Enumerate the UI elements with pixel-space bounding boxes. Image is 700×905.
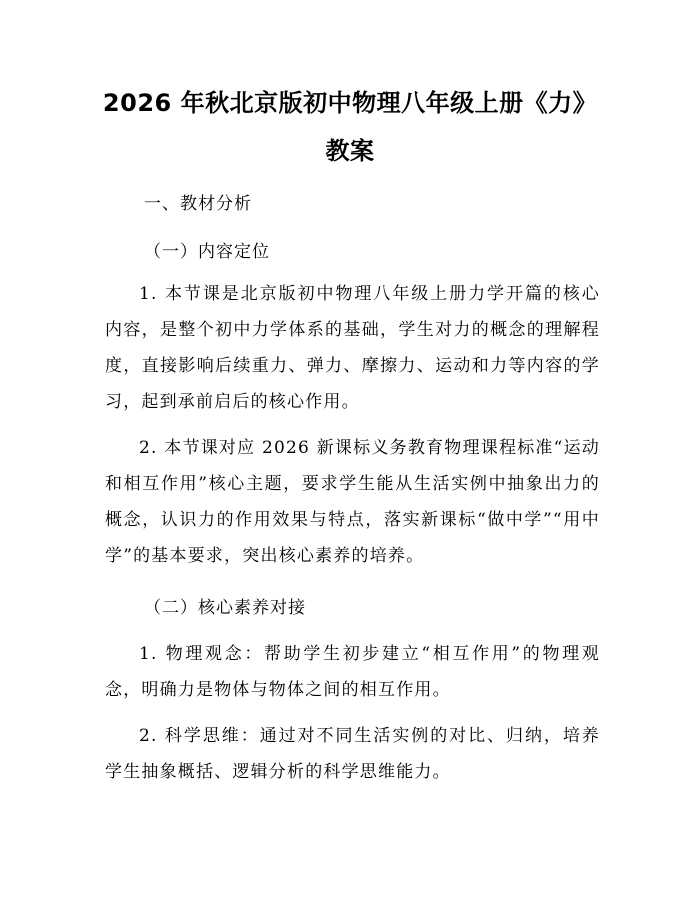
document-title-line2: 教案 — [325, 137, 375, 165]
paragraph-4: 2. 科学思维：通过对不同生活实例的对比、归纳，培养学生抽象概括、逻辑分析的科学思维能力。 — [105, 726, 600, 782]
subsection-heading-core-literacy: （二）核心素养对接 — [144, 598, 306, 618]
paragraph-1: 1. 本节课是北京版初中物理八年级上册力学开篇的核心内容，是整个初中力学体系的基础，学生对力的概念的理解程度，直接影响后续重力、弹力、摩擦力、运动和力等内容的学习，起到承前启后的核心作用。 — [105, 284, 600, 412]
paragraph-2: 2. 本节课对应 2026 新课标义务教育物理课程标准“运动和相互作用”核心主题，要求学生能从生活实例中抽象出力的概念，认识力的作用效果与特点，落实新课标“做中学”“用中学”的基本要求，突出核心素养的培养。 — [105, 438, 600, 566]
section-heading-textbook-analysis: 一、教材分析 — [144, 194, 252, 214]
subsection-heading-content-positioning: （一）内容定位 — [144, 242, 270, 262]
document-title-line1: 2026 年秋北京版初中物理八年级上册《力》 — [102, 89, 598, 117]
paragraph-3: 1. 物理观念：帮助学生初步建立“相互作用”的物理观念，明确力是物体与物体之间的相互作用。 — [105, 644, 600, 700]
